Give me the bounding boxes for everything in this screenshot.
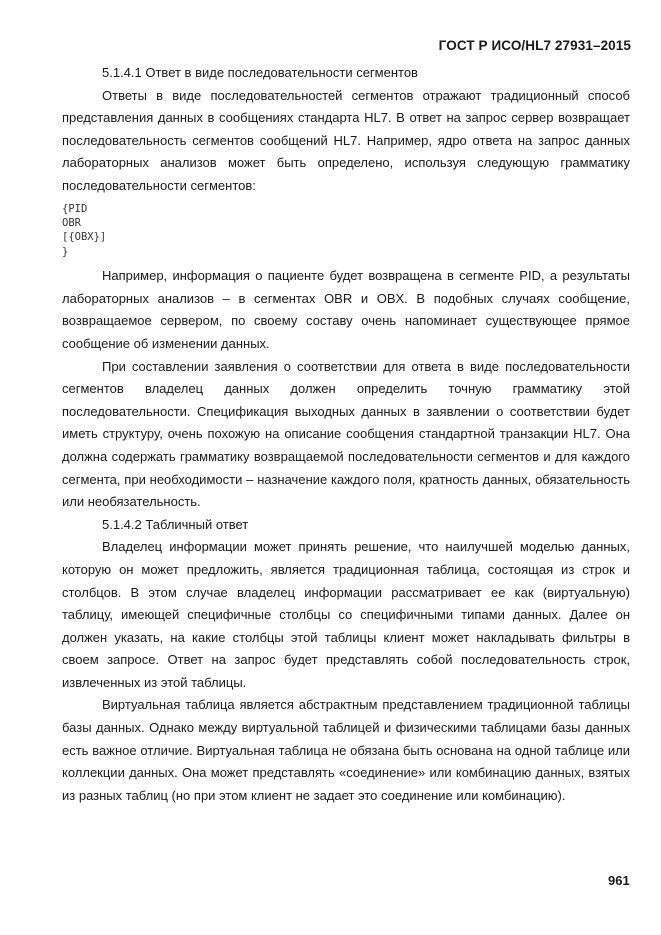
code-line: {PID	[62, 202, 88, 215]
document-header: ГОСТ Р ИСО/HL7 27931–2015	[438, 38, 631, 53]
paragraph: Ответы в виде последовательностей сегментов отражают традиционный способ представления данных в сообщениях стандарта HL7. В ответ на запрос сервер возвращает последовательность сегментов сообщений HL7. Например, ядро ответа на запрос данных лабораторных анализов может быть определено, используя следующую грамматику последовательности сегментов:	[62, 87, 630, 193]
paragraph: Например, информация о пациенте будет возвращена в сегменте PID, а результаты лабораторных анализов – в сегментах OBR и OBX. В подобных случаях сообщение, возвращаемое сервером, по своему составу очень напоминает существующее прямое сообщение об изменении данных.	[62, 268, 630, 351]
section-heading-5-1-4-1: 5.1.4.1 Ответ в виде последовательности сегментов	[102, 65, 418, 80]
paragraph: Виртуальная таблица является абстрактным представлением традиционной таблицы базы данных. Однако между виртуальной таблицей и физическими таблицами базы данных есть важное отличие. Виртуальная таблица не обязана быть основана на одной таблице или коллекции данных. Она может представлять «соединение» или комбинацию данных, взятых из разных таблиц (но при этом клиент не задает это соединение или комбинацию).	[62, 697, 630, 803]
code-line: OBR	[62, 216, 81, 229]
page-number: 961	[608, 873, 630, 888]
page-content	[62, 62, 630, 807]
paragraph: При составлении заявления о соответствии для ответа в виде последовательности сегментов владелец данных должен определить точную грамматику этой последовательности. Спецификация выходных данных в заявлении о соответствии будет иметь структуру, очень похожую на описание сообщения стандартной транзакции HL7. Она должна содержать грамматику возвращаемой последовательности сегментов и для каждого сегмента, при необходимости – назначение каждого поля, кратность данных, обязательность или необязательность.	[62, 358, 630, 510]
paragraph: Владелец информации может принять решение, что наилучшей моделью данных, которую он может предложить, является традиционная таблица, состоящая из строк и столбцов. В этом случае владелец информации рассматривает ее как (виртуальную) таблицу, имеющей специфичные столбцы со специфичными типами данных. Далее он должен указать, на какие столбцы этой таблицы клиент может накладывать фильтры в своем запросе. Ответ на запрос будет представлять собой последовательность строк, извлеченных из этой таблицы.	[62, 539, 630, 690]
code-line: [{OBX}]	[62, 231, 107, 244]
code-line: }	[62, 245, 69, 258]
section-heading-5-1-4-2: 5.1.4.2 Табличный ответ	[102, 516, 249, 532]
code-block	[62, 202, 630, 260]
